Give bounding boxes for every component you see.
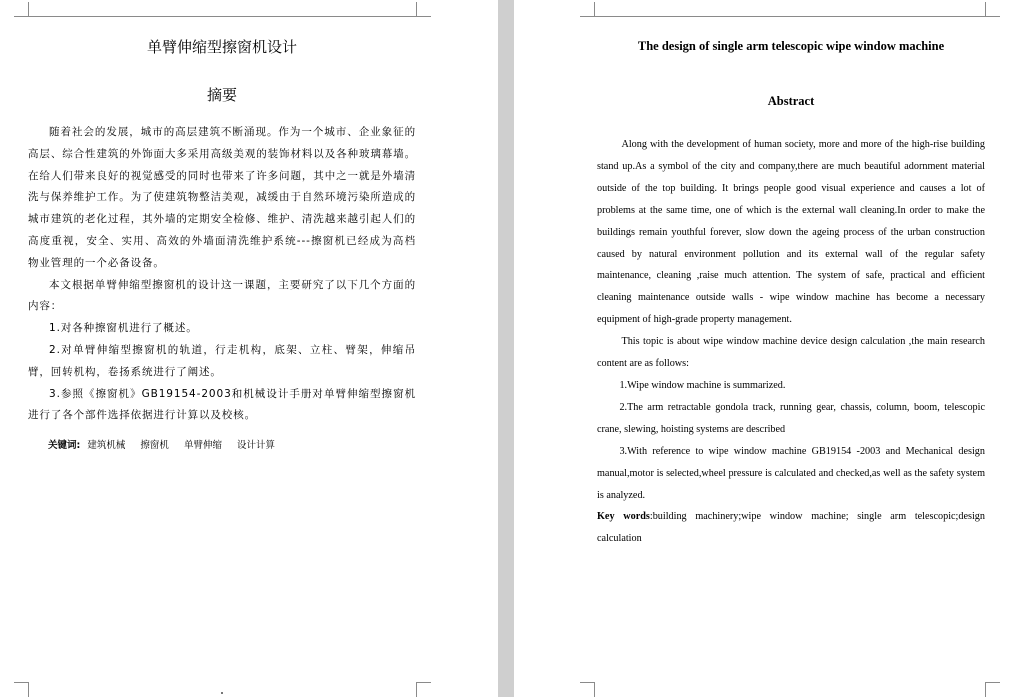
- keyword: 设计计算: [236, 440, 275, 451]
- keywords-text: :building machinery;wipe window machine; single arm telescopic;design calculation: [597, 511, 985, 545]
- keyword: 擦窗机: [140, 440, 169, 451]
- keywords-label: Key words: [597, 511, 650, 523]
- abstract-body-english: [597, 134, 985, 550]
- keywords-chinese: [48, 437, 416, 451]
- paragraph: 本文根据单臂伸缩型擦窗机的设计这一课题，主要研究了以下几个方面的内容：: [28, 278, 416, 313]
- page-title-english: The design of single arm telescopic wipe window machine: [637, 39, 945, 53]
- crop-mark-top-right: [985, 2, 1000, 17]
- list-item: 3.With reference to wipe window machine GB19154 -2003 and Mechanical design manual,motor is selected,wheel pressure is calculated and checked,as well as the safety system is analyzed.: [597, 445, 985, 501]
- keyword: 单臂伸缩: [183, 440, 222, 451]
- abstract-heading-chinese: 摘要: [206, 86, 237, 104]
- header-rule: [29, 16, 416, 17]
- paragraph: This topic is about wipe window machine device design calculation ,the main research content are as follows:: [597, 336, 985, 370]
- footer-mark: [221, 692, 223, 694]
- paragraph: 随着社会的发展，城市的高层建筑不断涌现。作为一个城市、企业象征的高层、综合性建筑的外饰面大多采用高级美观的装饰材料以及各种玻璃幕墙。在给人们带来良好的视觉感受的同时也带来了许多问题，其中之一就是外墙清洗与保养维护工作。为了使建筑物整洁美观，减缓由于自然环境污染所造成的城市建筑的老化过程，其外墙的定期安全检修、维护、清洗越来越引起人们的高度重视，安全、实用、高效的外墙面清洗维护系统---擦窗机已经成为高档物业管理的一个必备设备。: [28, 126, 416, 269]
- keywords-label: 关键词:: [48, 440, 81, 451]
- list-item: 2.对单臂伸缩型擦窗机的轨道，行走机构，底架、立柱、臂架，伸缩吊臂，回转机构，卷扬系统进行了阐述。: [28, 343, 416, 378]
- paragraph: Along with the development of human society, more and more of the high-rise building stand up.As a symbol of the city and company,there are much beautiful adornment material outside of the top building. It brings people good visual experience and causes a lot of problems at the same time, one of which is the external wall cleaning.In order to make the buildings remain youthful forever, slow down the ageing process of the urban construction caused by natural environment pollution and its external wall of the regular safety maintenance, cleaning ,raise much attention. The system of safe, practical and efficient cleaning maintenance outside walls - wipe window machine has become a necessary equipment of high-grade property management.: [597, 139, 985, 326]
- crop-mark-bottom-right: [416, 682, 431, 697]
- abstract-body-chinese: [28, 122, 416, 427]
- list-item: 1.Wipe window machine is summarized.: [619, 379, 786, 391]
- list-item: 2.The arm retractable gondola track, running gear, chassis, column, boom, telescopic crane, slewing, hoisting systems are described: [597, 401, 985, 435]
- crop-mark-top-left: [14, 2, 29, 17]
- crop-mark-bottom-left: [580, 682, 595, 697]
- keywords-english: [597, 506, 985, 550]
- list-item: 3.参照《擦窗机》GB19154-2003和机械设计手册对单臂伸缩型擦窗机进行了各个部件选择依据进行计算以及校核。: [28, 387, 416, 422]
- list-item: 1.对各种擦窗机进行了概述。: [49, 322, 198, 335]
- abstract-heading-english: Abstract: [767, 94, 815, 108]
- header-rule: [595, 16, 985, 17]
- crop-mark-bottom-right: [985, 682, 1000, 697]
- keyword: 建筑机械: [87, 440, 126, 451]
- crop-mark-bottom-left: [14, 682, 29, 697]
- page-title-chinese: 单臂伸缩型擦窗机设计: [146, 38, 297, 56]
- crop-mark-top-left: [580, 2, 595, 17]
- crop-mark-top-right: [416, 2, 431, 17]
